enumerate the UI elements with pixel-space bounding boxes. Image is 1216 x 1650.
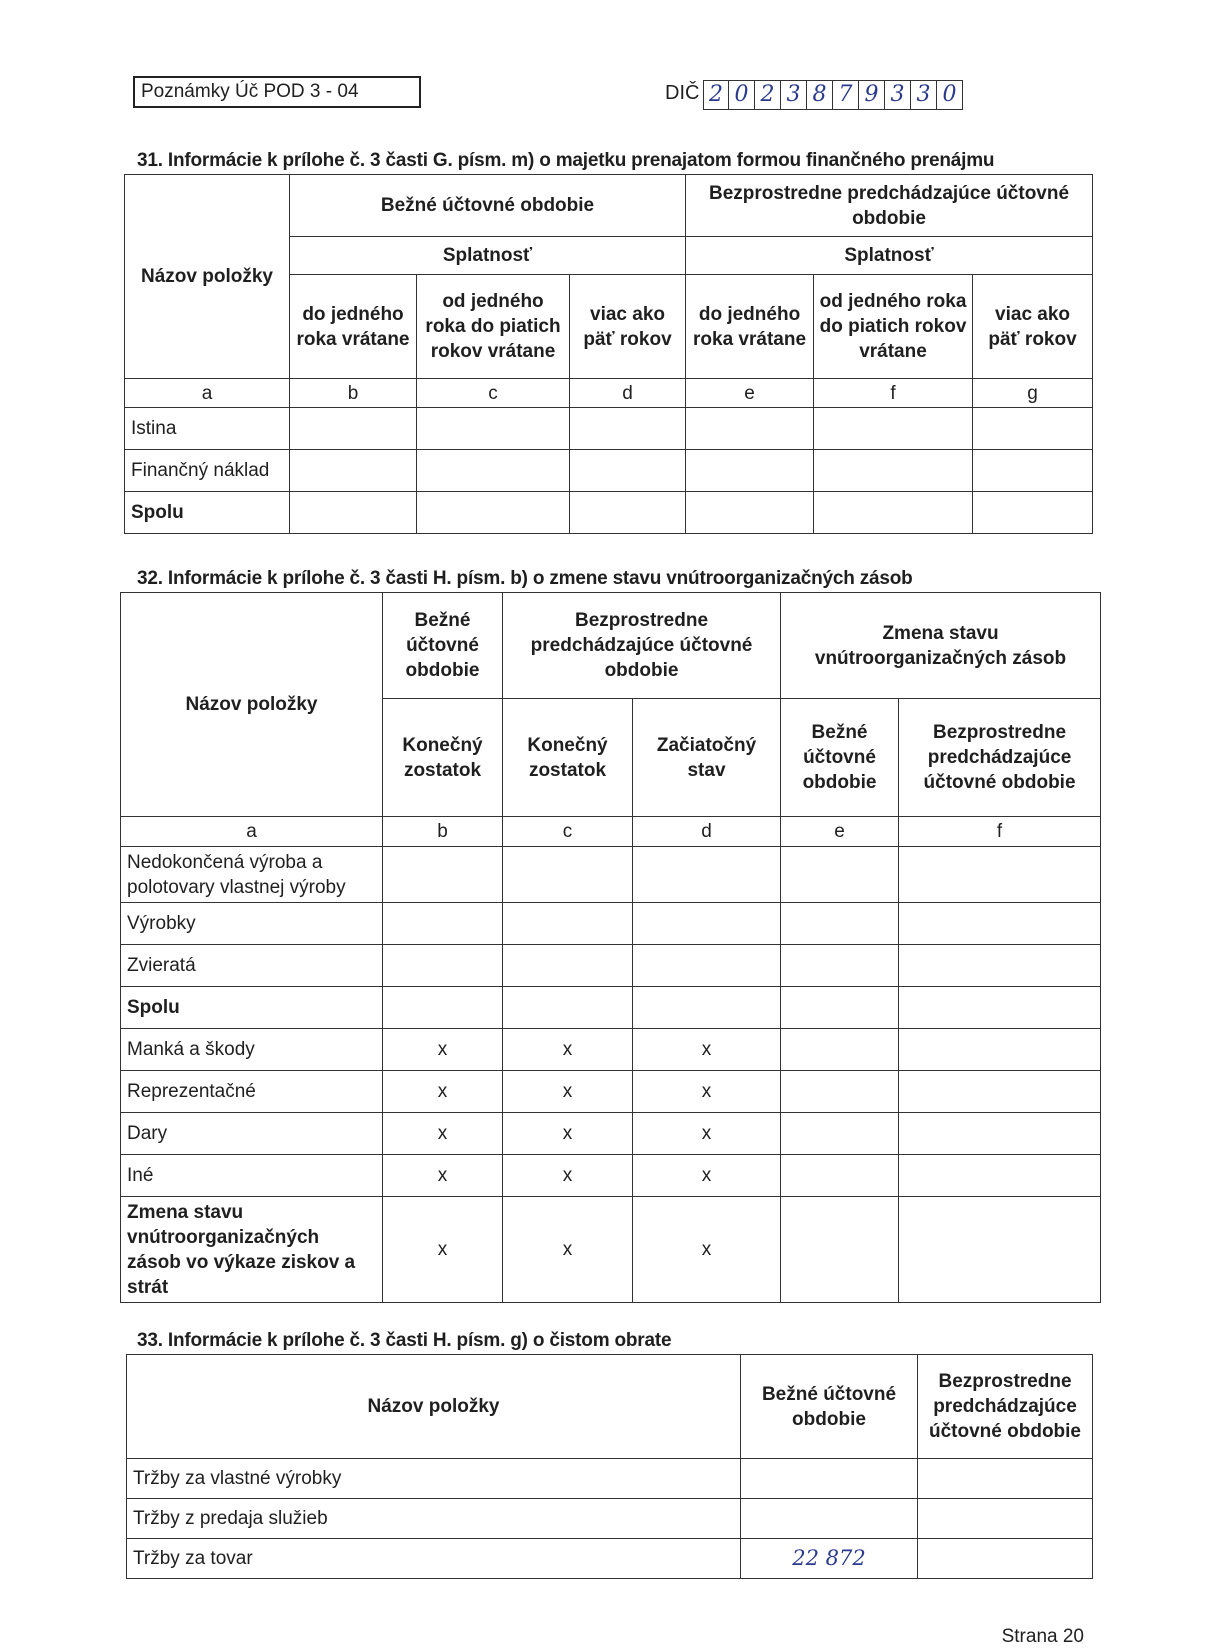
dic-digit: 2: [755, 80, 781, 110]
cell: [741, 1459, 918, 1499]
section-31-title: 31. Informácie k prílohe č. 3 časti G. písm. m) o majetku prenajatom formou finančného prenájmu: [137, 150, 995, 171]
column-letter: f: [899, 817, 1101, 847]
cell: [899, 945, 1101, 987]
row-label: Výrobky: [121, 903, 383, 945]
maturity-col: od jedného roka do piatich rokov vrátane: [814, 275, 973, 379]
column-letter: f: [814, 379, 973, 408]
maturity-col: do jedného roka vrátane: [290, 275, 417, 379]
page-number: Strana 20: [1001, 1626, 1084, 1647]
maturity-col: do jedného roka vrátane: [686, 275, 814, 379]
cell: [781, 903, 899, 945]
current-period-header: Bežné účtovné obdobie: [290, 175, 686, 237]
cell: [899, 1113, 1101, 1155]
col-name-header: Názov položky: [125, 175, 290, 379]
change-header: Zmena stavu vnútroorganizačných zásob: [781, 593, 1101, 699]
row-label: Dary: [121, 1113, 383, 1155]
cell: [290, 492, 417, 534]
cell: [417, 492, 570, 534]
row-label: Iné: [121, 1155, 383, 1197]
row-label-total: Zmena stavu vnútroorganizačných zásob vo výkaze ziskov a strát: [121, 1197, 383, 1303]
row-label: Tržby za tovar: [127, 1539, 741, 1579]
cell: [899, 1155, 1101, 1197]
cell: [781, 847, 899, 903]
x-mark: x: [383, 1113, 503, 1155]
cell: [686, 492, 814, 534]
cell: [899, 1029, 1101, 1071]
table-31: [124, 174, 1093, 534]
cell: [383, 847, 503, 903]
dic-digit-boxes: [703, 80, 963, 110]
cell: [814, 492, 973, 534]
cell: [503, 847, 633, 903]
cell: [899, 987, 1101, 1029]
cell: [781, 1155, 899, 1197]
row-label: Finančný náklad: [125, 450, 290, 492]
cell: [570, 450, 686, 492]
cell: [383, 987, 503, 1029]
cell: [781, 1029, 899, 1071]
cell: [918, 1459, 1093, 1499]
row-label-total: Spolu: [121, 987, 383, 1029]
sub-col-header: Konečný zostatok: [383, 699, 503, 817]
cell: [781, 1071, 899, 1113]
cell: [781, 1113, 899, 1155]
form-code-box: Poznámky Úč POD 3 - 04: [133, 76, 421, 108]
cell: [290, 408, 417, 450]
cell: [383, 903, 503, 945]
cell: [973, 408, 1093, 450]
cell: [973, 450, 1093, 492]
dic-label: DIČ: [665, 82, 700, 104]
cell: [383, 945, 503, 987]
x-mark: x: [633, 1113, 781, 1155]
dic-digit: 7: [833, 80, 859, 110]
column-letter: a: [125, 379, 290, 408]
section-32-title: 32. Informácie k prílohe č. 3 časti H. písm. b) o zmene stavu vnútroorganizačných zásob: [137, 568, 913, 589]
x-mark: x: [503, 1029, 633, 1071]
cell: [417, 450, 570, 492]
column-letter: d: [633, 817, 781, 847]
x-mark: x: [633, 1029, 781, 1071]
row-label: Tržby za vlastné výrobky: [127, 1459, 741, 1499]
cell: [633, 987, 781, 1029]
cell: [633, 945, 781, 987]
cell: [781, 1197, 899, 1303]
x-mark: x: [503, 1197, 633, 1303]
dic-digit: 3: [781, 80, 807, 110]
cell: [741, 1499, 918, 1539]
cell: [686, 450, 814, 492]
cell: [290, 450, 417, 492]
x-mark: x: [383, 1197, 503, 1303]
dic-digit: 9: [859, 80, 885, 110]
current-period-header: Bežné účtovné obdobie: [741, 1355, 918, 1459]
row-label: Zvieratá: [121, 945, 383, 987]
section-33-title: 33. Informácie k prílohe č. 3 časti H. písm. g) o čistom obrate: [137, 1330, 672, 1351]
dic-digit: 0: [937, 80, 963, 110]
cell: [814, 408, 973, 450]
cell: [918, 1499, 1093, 1539]
dic-digit: 3: [911, 80, 937, 110]
previous-period-header: Bezprostredne predchádzajúce účtovné obdobie: [918, 1355, 1093, 1459]
cell: [899, 847, 1101, 903]
sub-col-header: Bežné účtovné obdobie: [781, 699, 899, 817]
cell: [570, 492, 686, 534]
row-label: Nedokončená výroba a polotovary vlastnej výroby: [121, 847, 383, 903]
x-mark: x: [633, 1071, 781, 1113]
table-32: [120, 592, 1101, 1303]
dic-digit: 0: [729, 80, 755, 110]
cell: [503, 987, 633, 1029]
cell: [503, 945, 633, 987]
x-mark: x: [503, 1113, 633, 1155]
dic-digit: 2: [703, 80, 729, 110]
current-period-header: Bežné účtovné obdobie: [383, 593, 503, 699]
cell: [899, 1071, 1101, 1113]
cell: [899, 1197, 1101, 1303]
sub-col-header: Konečný zostatok: [503, 699, 633, 817]
cell: [633, 847, 781, 903]
sub-col-header: Začiatočný stav: [633, 699, 781, 817]
previous-period-header: Bezprostredne predchádzajúce účtovné obdobie: [503, 593, 781, 699]
column-letter: e: [686, 379, 814, 408]
x-mark: x: [383, 1155, 503, 1197]
row-label: Tržby z predaja služieb: [127, 1499, 741, 1539]
cell: [570, 408, 686, 450]
table-33: [126, 1354, 1093, 1579]
col-name-header: Názov položky: [127, 1355, 741, 1459]
dic-digit: 3: [885, 80, 911, 110]
tovar-current-value: 22 872: [741, 1539, 918, 1579]
cell: [781, 987, 899, 1029]
cell: [918, 1539, 1093, 1579]
column-letter: c: [503, 817, 633, 847]
sub-col-header: Bezprostredne predchádzajúce účtovné obdobie: [899, 699, 1101, 817]
cell: [781, 945, 899, 987]
x-mark: x: [633, 1197, 781, 1303]
column-letter: d: [570, 379, 686, 408]
column-letter: c: [417, 379, 570, 408]
maturity-header: Splatnosť: [290, 237, 686, 275]
dic-digit: 8: [807, 80, 833, 110]
row-label: Istina: [125, 408, 290, 450]
column-letter: g: [973, 379, 1093, 408]
column-letter: b: [290, 379, 417, 408]
row-label: Manká a škody: [121, 1029, 383, 1071]
cell: [899, 903, 1101, 945]
previous-period-header: Bezprostredne predchádzajúce účtovné obdobie: [686, 175, 1093, 237]
column-letter: e: [781, 817, 899, 847]
maturity-col: od jedného roka do piatich rokov vrátane: [417, 275, 570, 379]
x-mark: x: [503, 1155, 633, 1197]
cell: [973, 492, 1093, 534]
column-letter: b: [383, 817, 503, 847]
cell: [633, 903, 781, 945]
row-label: Reprezentačné: [121, 1071, 383, 1113]
cell: [503, 903, 633, 945]
cell: [814, 450, 973, 492]
x-mark: x: [503, 1071, 633, 1113]
x-mark: x: [633, 1155, 781, 1197]
column-letter: a: [121, 817, 383, 847]
x-mark: x: [383, 1071, 503, 1113]
x-mark: x: [383, 1029, 503, 1071]
maturity-col: viac ako päť rokov: [570, 275, 686, 379]
cell: [417, 408, 570, 450]
col-name-header: Názov položky: [121, 593, 383, 817]
maturity-col: viac ako päť rokov: [973, 275, 1093, 379]
maturity-header: Splatnosť: [686, 237, 1093, 275]
row-label-total: Spolu: [125, 492, 290, 534]
cell: [686, 408, 814, 450]
